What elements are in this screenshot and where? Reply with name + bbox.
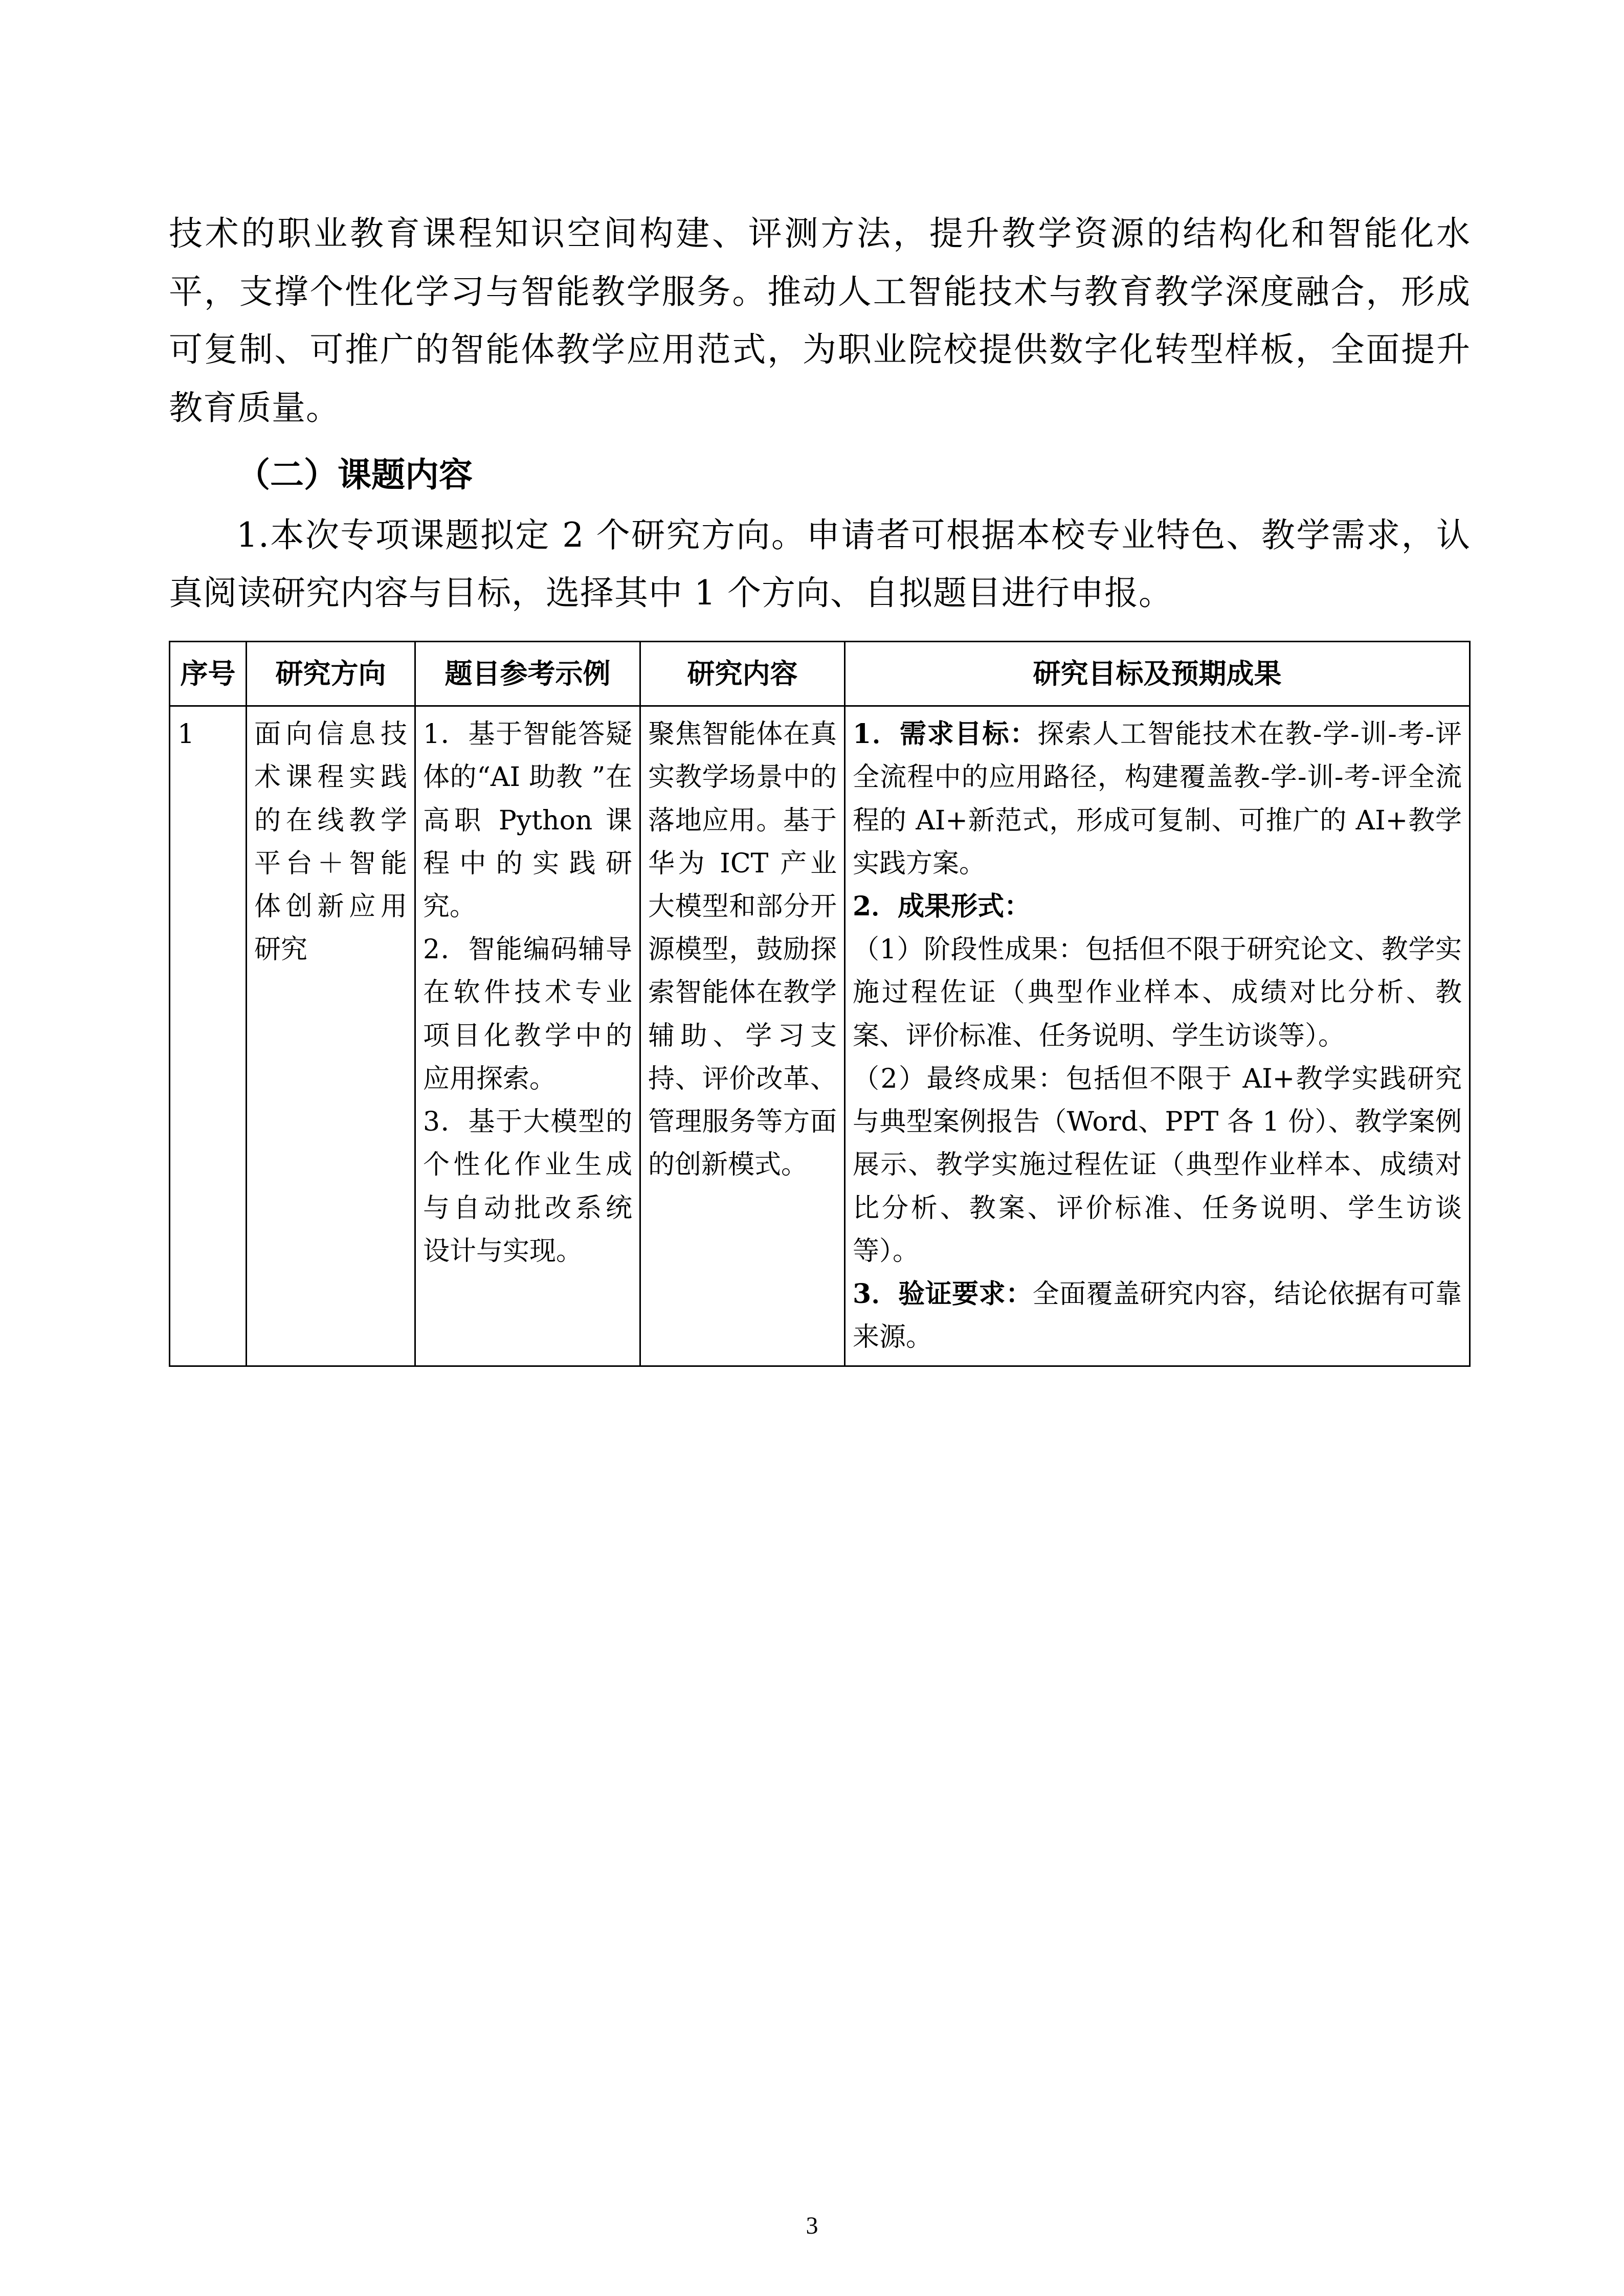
section-intro-paragraph: 1.本次专项课题拟定 2 个研究方向。申请者可根据本校专业特色、教学需求，认真阅读研究内容与目标，选择其中 1 个方向、自拟题目进行申报。 xyxy=(169,515,1471,613)
cell-content: 聚焦智能体在真实教学场景中的落地应用。基于华为 ICT 产业大模型和部分开源模型，鼓励探索智能体在教学辅助、学习支持、评价改革、管理服务等方面的创新模式。 xyxy=(640,706,845,1366)
goal-text: 探索人工智能技术在教-学-训-考-评全流程中的应用路径，构建覆盖教-学-训-考-评全流程的 AI+新范式，形成可复制、可推广的 AI+教学实践方案。 xyxy=(853,719,1462,879)
page-number: 3 xyxy=(806,2212,818,2239)
table-header-seq: 序号 xyxy=(170,641,247,706)
title-example-line: 2．智能编码辅导在软件技术专业项目化教学中的应用探索。 xyxy=(423,934,632,1094)
table-header-title-examples: 题目参考示例 xyxy=(415,641,640,706)
table-row xyxy=(170,706,1470,1366)
goal-text: （2）最终成果：包括但不限于 AI+教学实践研究与典型案例报告（Word、PPT 各 1 份）、教学案例展示、教学实施过程佐证（典型作业样本、成绩对比分析、教案、评价标准、任务说明、学生访谈等）。 xyxy=(853,1063,1462,1267)
cell-title-examples xyxy=(415,706,640,1366)
cell-seq: 1 xyxy=(170,706,247,1366)
goal-line xyxy=(853,928,1462,1057)
research-directions-table xyxy=(169,641,1471,1367)
goal-label: 3．验证要求： xyxy=(853,1278,1033,1310)
table-header-goals: 研究目标及预期成果 xyxy=(845,641,1470,706)
cell-direction: 面向信息技术课程实践的在线教学平台＋智能体创新应用研究 xyxy=(247,706,415,1366)
cell-goals xyxy=(845,706,1470,1366)
goal-label: 1．需求目标： xyxy=(853,718,1038,750)
table-header-content: 研究内容 xyxy=(640,641,845,706)
title-example-line: 1．基于智能答疑体的“AI 助教 ”在高职 Python 课程中的实践研究。 xyxy=(423,719,632,922)
section-heading: （二）课题内容 xyxy=(236,455,473,495)
goal-line xyxy=(853,1273,1462,1359)
goal-text: （1）阶段性成果：包括但不限于研究论文、教学实施过程佐证（典型作业样本、成绩对比分析、教案、评价标准、任务说明、学生访谈等）。 xyxy=(853,934,1462,1051)
goal-label: 2．成果形式： xyxy=(853,891,1031,922)
goal-text: 全面覆盖研究内容，结论依据有可靠来源。 xyxy=(853,1279,1462,1353)
goal-line xyxy=(853,713,1462,885)
goal-line xyxy=(853,1057,1462,1273)
goal-line xyxy=(853,885,1462,928)
table-header-row xyxy=(170,641,1470,706)
title-example-line: 3．基于大模型的个性化作业生成与自动批改系统设计与实现。 xyxy=(423,1107,632,1267)
table-header-direction: 研究方向 xyxy=(247,641,415,706)
body-paragraph-1: 技术的职业教育课程知识空间构建、评测方法，提升教学资源的结构化和智能化水平，支撑个性化学习与智能教学服务。推动人工智能技术与教育教学深度融合，形成可复制、可推广的智能体教学应用范式，为职业院校提供数字化转型样板，全面提升教育质量。 xyxy=(169,214,1471,427)
